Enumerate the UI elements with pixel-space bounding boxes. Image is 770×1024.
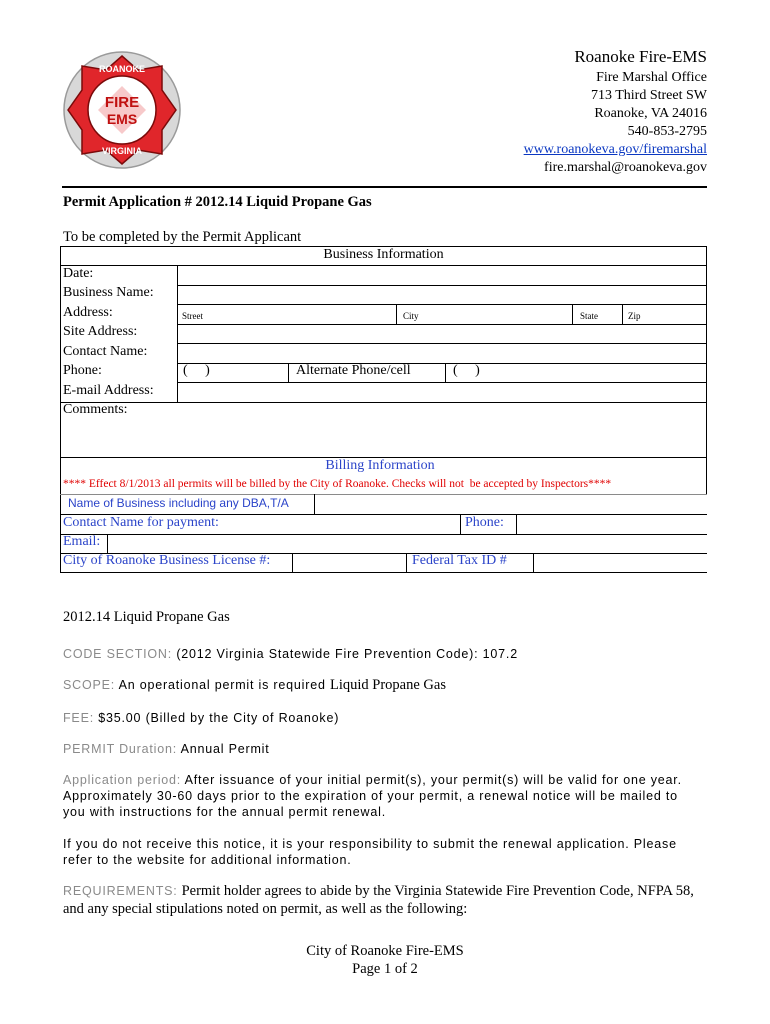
page-number: Page 1 of 2	[352, 961, 418, 977]
billing-info-heading: Billing Information	[325, 458, 435, 473]
header-rule	[62, 186, 707, 188]
phone-parentheses: ( )	[183, 363, 210, 378]
application-period-value: After issuance of your initial permit(s), your permit(s) will be valid for one year. Approximately 30-60 days prior to the expiration of your permit, a renewal notice will be mailed to you with instructions for the annual permit renewal.	[63, 773, 682, 819]
alternate-phone-parentheses: ( )	[453, 363, 480, 378]
alternate-phone-label: Alternate Phone/cell	[296, 363, 411, 378]
office-email: fire.marshal@roanokeva.gov	[544, 160, 707, 175]
office-street: 713 Third Street SW	[590, 88, 707, 103]
office-city: Roanoke, VA 24016	[594, 106, 707, 121]
scope-value-permit: Liquid Propane Gas	[329, 677, 446, 693]
fee-label: FEE:	[63, 711, 94, 725]
billing-business-name-label: Name of Business including any DBA,T/A	[68, 496, 289, 510]
fee-value: $35.00 (Billed by the City of Roanoke)	[98, 711, 340, 725]
scope-label: SCOPE:	[63, 678, 116, 692]
roanoke-fire-ems-logo	[62, 50, 182, 170]
billing-notice: **** Effect 8/1/2013 all permits will be billed by the City of Roanoke. Checks will not be accepted by Inspectors****	[63, 478, 612, 490]
requirements	[63, 882, 713, 918]
permit-duration-label: PERMIT Duration:	[63, 742, 177, 756]
federal-tax-id-label: Federal Tax ID #	[412, 553, 507, 568]
state-label: State	[580, 311, 598, 321]
website-link[interactable]: www.roanokeva.gov/firemarshal	[523, 142, 707, 157]
requirements-label: REQUIREMENTS:	[63, 884, 178, 898]
renewal-notice: If you do not receive this notice, it is your responsibility to submit the renewal application. Please refer to the website for additional information.	[63, 837, 677, 867]
logo-top-text: ROANOKE	[98, 64, 146, 74]
billing-phone-label: Phone:	[465, 515, 504, 530]
payment-contact-label: Contact Name for payment:	[63, 515, 219, 530]
business-name-label: Business Name:	[63, 285, 154, 300]
code-section-label: CODE SECTION:	[63, 647, 173, 661]
requirements-value: Permit holder agrees to abide by the Virginia Statewide Fire Prevention Code, NFPA 58, and any special stipulations noted on permit, as well as the following:	[63, 883, 694, 917]
zip-label: Zip	[628, 311, 641, 321]
logo-line2: EMS	[106, 111, 138, 127]
comments-label: Comments:	[63, 402, 128, 417]
site-address-label: Site Address:	[63, 324, 138, 339]
city-label: City	[403, 311, 419, 321]
application-period-label: Application period:	[63, 773, 182, 787]
contact-name-label: Contact Name:	[63, 344, 148, 359]
office-phone: 540-853-2795	[627, 124, 707, 139]
office-name: Fire Marshal Office	[596, 70, 707, 85]
business-license-label: City of Roanoke Business License #:	[63, 553, 271, 568]
code-section	[63, 646, 518, 662]
business-info-table	[60, 246, 707, 458]
business-info-heading: Business Information	[323, 247, 444, 262]
street-label: Street	[182, 311, 203, 321]
applicant-note: To be completed by the Permit Applicant	[63, 229, 302, 245]
footer-org: City of Roanoke Fire-EMS	[306, 943, 464, 959]
fee	[63, 710, 339, 726]
billing-info-table	[60, 457, 707, 573]
email-label: E-mail Address:	[63, 383, 154, 398]
date-label: Date:	[63, 266, 94, 281]
phone-label: Phone:	[63, 363, 102, 378]
scope-value: An operational permit is required	[118, 678, 326, 692]
scope	[63, 677, 446, 693]
permit-heading: 2012.14 Liquid Propane Gas	[63, 609, 230, 625]
logo-bottom-text: VIRGINIA	[101, 146, 143, 156]
code-section-value: (2012 Virginia Statewide Fire Prevention Code): 107.2	[176, 647, 518, 661]
address-label: Address:	[63, 305, 113, 320]
org-name: Roanoke Fire-EMS	[574, 47, 707, 66]
permit-duration	[63, 741, 270, 757]
permit-duration-value: Annual Permit	[180, 742, 270, 756]
page-title: Permit Application # 2012.14 Liquid Propane Gas	[63, 194, 372, 210]
logo-line1: FIRE	[104, 94, 140, 111]
billing-email-label: Email:	[63, 534, 101, 549]
application-period	[63, 772, 703, 820]
